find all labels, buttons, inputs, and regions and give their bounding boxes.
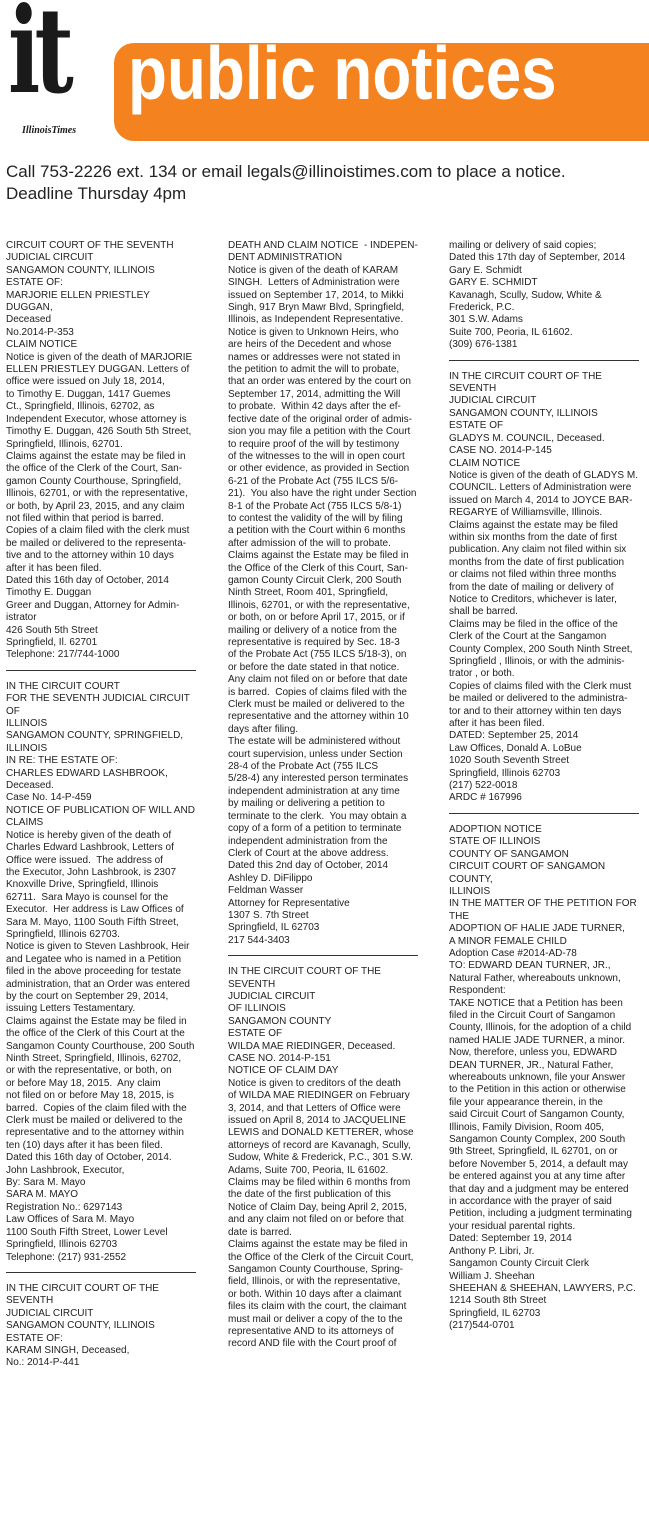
notice-line: issuing Letters Testamentary.: [6, 1003, 136, 1015]
notice-line: Any claim not filed on or before that date: [228, 674, 408, 686]
notice-line: 301 S.W. Adams: [449, 314, 523, 326]
legal-notice: [6, 240, 196, 662]
notice-line: LEWIS and DONALD KETTERER, whose: [228, 1127, 414, 1139]
notice-line: Notice is given of the death of MARJORIE: [6, 351, 193, 363]
notice-line: Kavanagh, Scully, Sudow, White &: [449, 289, 602, 301]
notice-line: MARJORIE ELLEN PRIESTLEY DUGGAN,: [6, 289, 153, 314]
notice-line: (217)544-0701: [449, 1320, 515, 1332]
legal-notice: [449, 824, 639, 1333]
notice-line: CASE NO. 2014-P-145: [449, 445, 552, 457]
logo-wordmark: IllinoisTimes: [22, 125, 77, 136]
notice-line: Copies of a claim filed with the clerk must: [6, 525, 190, 537]
notice-divider: [449, 813, 639, 814]
notice-line: or other evidence, as provided in Section: [228, 463, 410, 475]
notice-line: IN THE CIRCUIT COURT OF THE SEVENTH: [6, 1282, 162, 1307]
notice-line: office were issued on July 18, 2014,: [6, 376, 165, 388]
notice-line: THE: [449, 910, 469, 922]
notice-line: Claims may be filed in the office of the: [449, 618, 618, 630]
notice-line: Dated this 16th day of October, 2014: [6, 574, 169, 586]
notice-line: representative is required by Sec. 18-3: [228, 637, 400, 648]
notice-line: or before May 18, 2015. Any claim: [6, 1077, 161, 1089]
notice-line: September 17, 2014, admitting the Will: [228, 388, 401, 400]
notice-line: Deceased: [6, 314, 52, 326]
notice-line: by mailing or delivering a petition to: [228, 798, 385, 810]
notice-line: Independent Executor, whose attorney is: [6, 413, 187, 425]
notice-line: Dated: September 19, 2014: [449, 1233, 572, 1245]
notice-line: CHARLES EDWARD LASHBROOK,: [6, 767, 168, 779]
notice-divider: [6, 1272, 196, 1273]
section-title: public notices: [128, 31, 557, 115]
notice-line: to the Petition in this action or otherwise: [449, 1084, 626, 1096]
notice-line: DEATH AND CLAIM NOTICE - INDEPEN-: [228, 240, 418, 251]
notice-line: must mail or deliver a copy of the to the: [228, 1313, 403, 1325]
notice-line: the Office of the Clerk of the Circuit Court,: [228, 1251, 414, 1263]
notice-line: to Timothy E. Duggan, 1417 Guemes: [6, 388, 171, 400]
notice-line: your residual parental rights.: [449, 1220, 576, 1232]
notice-line: Notice is given of the death of KARAM: [228, 264, 399, 276]
notice-line: Springfield, Illinois 62703.: [6, 928, 120, 940]
notice-line: Notice is given to creditors of the death: [228, 1077, 401, 1089]
notice-line: Ashley D. DiFilippo: [228, 872, 313, 884]
notice-divider: [228, 955, 418, 956]
notice-line: that an order was entered by the court on: [228, 376, 411, 388]
notice-line: Feldman Wasser: [228, 885, 304, 897]
notice-line: Office were issued. The address of: [6, 854, 163, 866]
legal-notice: [228, 966, 418, 1351]
notice-line: No.2014-P-353: [6, 326, 74, 338]
notice-line: ESTATE OF:: [6, 277, 63, 289]
notice-line: Springfield, Il. 62701: [6, 637, 98, 648]
notice-line: said Circuit Court of Sangamon County,: [449, 1109, 625, 1121]
notice-line: file your appearance therein, in the: [449, 1096, 603, 1108]
notice-line: Claims may be filed within 6 months from: [228, 1177, 411, 1189]
notice-line: of the Probate Act (755 ILCS 5/18-3), on: [228, 649, 407, 661]
notice-line: Frederick, P.C.: [449, 302, 515, 314]
notice-line: CASE NO. 2014-P-151: [228, 1053, 331, 1064]
notice-line: Notice is given to Steven Lashbrook, Heir: [6, 941, 190, 953]
notice-line: NOTICE OF PUBLICATION OF WILL AND: [6, 804, 195, 816]
notice-line: Springfield, IL 62703: [228, 922, 320, 934]
notice-line: Greer and Duggan, Attorney for Admin-: [6, 599, 180, 611]
notice-line: Law Offices of Sara M. Mayo: [6, 1214, 135, 1226]
notice-line: gamon County Circuit Clerk, 200 South: [228, 574, 402, 586]
notice-line: Illinois, 62701, or with the representative,: [6, 488, 188, 500]
notice-line: IN THE MATTER OF THE PETITION FOR: [449, 898, 637, 910]
notice-line: to probate. Within 42 days after the ef-: [228, 401, 401, 413]
notice-line: of the witnesses to the will in open court: [228, 450, 405, 462]
notice-line: after admission of the will to probate.: [228, 537, 391, 549]
notice-line: JUDICIAL CIRCUIT: [6, 1307, 94, 1319]
notice-line: representative and the attorney within 10: [228, 711, 409, 723]
notice-line: before November 5, 2014, a default may: [449, 1158, 628, 1170]
notice-line: Sangamon County Complex, 200 South: [449, 1134, 626, 1146]
notice-line: 62711. Sara Mayo is counsel for the: [6, 891, 169, 903]
notice-line: gamon County Courthouse, Springfield,: [6, 475, 182, 487]
legal-notice: [228, 240, 418, 947]
notice-column-2: [228, 240, 418, 1351]
notice-line: issued on April 8, 2014 to JACQUELINE: [228, 1115, 406, 1127]
notice-line: within six months from the date of first: [449, 531, 617, 543]
notice-line: the date of the first publication of this: [228, 1189, 391, 1201]
notice-line: days after filing.: [228, 723, 299, 735]
notice-line: 1020 South Seventh Street: [449, 755, 570, 767]
notice-line: to contest the validity of the will by filing: [228, 512, 403, 524]
notice-line: are heirs of the Decedent and whose: [228, 339, 392, 351]
legal-notice: [449, 240, 639, 352]
notice-line: publication. Any claim not filed within six: [449, 544, 627, 556]
notice-line: named HALIE JADE TURNER, a minor.: [449, 1034, 625, 1046]
notice-line: and Legatee who is named in a Petition: [6, 953, 182, 965]
notice-line: Notice is hereby given of the death of: [6, 829, 172, 841]
legal-notice: [6, 681, 196, 1264]
notice-line: ILLINOIS: [449, 885, 491, 897]
notice-line: STATE OF ILLINOIS: [449, 836, 541, 848]
notice-column-3: [449, 240, 639, 1333]
notice-line: William J. Sheehan: [449, 1270, 535, 1282]
notice-line: Telephone: 217/744-1000: [6, 649, 120, 661]
notice-line: mailing or delivery of said copies;: [449, 240, 597, 251]
notice-line: Dated this 16th day of October, 2014.: [6, 1152, 172, 1164]
notice-line: SANGAMON COUNTY: [228, 1015, 332, 1027]
notice-line: trator , or both.: [449, 668, 515, 680]
notice-line: 217 544-3403: [228, 934, 290, 946]
notice-line: Sangamon County Courthouse, 200 South: [6, 1040, 195, 1052]
notice-line: The estate will be administered without: [228, 736, 401, 748]
notice-line: from the date of mailing or delivery of: [449, 581, 614, 593]
notice-line: Copies of claims filed with the Clerk must: [449, 680, 632, 692]
notice-line: Sara M. Mayo, 1100 South Fifth Street,: [6, 916, 179, 928]
contact-info: [6, 161, 646, 205]
notice-line: No.: 2014-P-441: [6, 1357, 80, 1369]
notice-line: Attorney for Representative: [228, 897, 350, 909]
notice-line: record AND file with the Court proof of: [228, 1338, 397, 1350]
notice-line: (309) 676-1381: [449, 339, 518, 351]
notice-line: Sangamon County Circuit Clerk: [449, 1258, 590, 1270]
notice-line: John Lashbrook, Executor,: [6, 1164, 125, 1176]
notice-line: 5/28-4) any interested person terminates: [228, 773, 409, 785]
notice-line: REGARYE of Williamsville, Illinois.: [449, 507, 603, 519]
notice-line: Clerk of the Court at the Sangamon: [449, 631, 607, 643]
notice-line: to require proof of the will by testimony: [228, 438, 400, 450]
notice-line: issued on March 4, 2014 to JOYCE BAR-: [449, 494, 633, 506]
notice-line: CLAIM NOTICE: [6, 339, 78, 351]
notice-line: SANGAMON COUNTY, SPRINGFIELD,: [6, 730, 184, 742]
notice-line: 8-1 of the Probate Act (755 ILCS 5/8-1): [228, 500, 402, 512]
notice-line: Claims against the estate may be filed in: [6, 450, 186, 462]
notice-line: IN THE CIRCUIT COURT OF THE SEVENTH: [228, 966, 384, 990]
notice-line: NOTICE OF CLAIM DAY: [228, 1065, 339, 1077]
notice-line: months from the date of first publication: [449, 556, 625, 568]
notice-line: Respondent:: [449, 985, 506, 997]
notice-line: DENT ADMINISTRATION: [228, 252, 343, 264]
notice-line: County, Illinois, for the adoption of a child: [449, 1022, 632, 1034]
notice-line: Notice is given to Unknown Heirs, who: [228, 326, 399, 338]
notice-line: independent administration at any time: [228, 785, 400, 797]
notice-line: County Complex, 200 South Ninth Street,: [449, 643, 633, 655]
notice-line: tor and to their attorney within ten days: [449, 705, 622, 717]
notice-line: Illinois, 62701, or with the representative,: [228, 599, 410, 611]
notice-line: IN THE CIRCUIT COURT: [6, 680, 120, 692]
notice-line: tive and to the attorney within 10 days: [6, 550, 174, 562]
notice-line: TAKE NOTICE that a Petition has been: [449, 997, 623, 1009]
notice-line: terminate to the clerk. You may obtain a: [228, 810, 407, 822]
notice-line: Illinois, as Independent Representative.: [228, 314, 404, 326]
notice-divider: [6, 670, 196, 671]
notice-line: IN RE: THE ESTATE OF:: [6, 755, 118, 767]
notice-line: SANGAMON COUNTY, ILLINOIS: [449, 407, 598, 419]
notice-line: A MINOR FEMALE CHILD: [449, 935, 567, 947]
illinois-times-logo[interactable]: [6, 2, 110, 142]
notice-line: Sudow, White & Frederick, P.C., 301 S.W.: [228, 1152, 413, 1164]
notice-line: Claims against the Estate may be filed in: [228, 550, 409, 562]
notice-line: after it has been filed.: [449, 718, 545, 730]
notice-line: DEAN TURNER, JR., Natural Father,: [449, 1059, 614, 1071]
notice-line: Law Offices, Donald A. LoBue: [449, 742, 582, 754]
notice-line: 21). You also have the right under Section: [228, 488, 417, 500]
notice-line: Case No. 14-P-459: [6, 792, 92, 804]
notice-line: ADOPTION NOTICE: [449, 823, 542, 835]
notice-line: Suite 700, Peoria, IL 61602.: [449, 326, 573, 338]
notice-line: ESTATE OF: [228, 1028, 283, 1040]
notice-line: Adoption Case #2014-AD-78: [449, 947, 577, 959]
notice-line: (217) 522-0018: [449, 780, 518, 792]
notice-line: ILLINOIS: [6, 742, 48, 754]
notice-line: issued on September 17, 2014, to Mikki: [228, 289, 404, 301]
notice-line: ADOPTION OF HALIE JADE TURNER,: [449, 923, 625, 935]
notice-line: Ninth Street, Springfield, Illinois, 62702,: [6, 1053, 182, 1064]
notice-line: OF ILLINOIS: [228, 1003, 286, 1015]
notice-line: field, Illinois, or with the representative,: [228, 1276, 401, 1288]
notice-line: Timothy E. Duggan, 426 South 5th Street,: [6, 426, 192, 438]
notice-line: 28-4 of the Probate Act (755 ILCS: [228, 761, 379, 773]
notice-line: Clerk of Court at the above address.: [228, 847, 389, 859]
notice-line: Gary E. Schmidt: [449, 264, 522, 276]
notice-line: or with the representative, or both, on: [6, 1065, 172, 1077]
notice-line: Springfield, Illinois, 62701.: [6, 438, 123, 450]
notice-line: Clerk must be mailed or delivered to the: [6, 1115, 183, 1127]
notice-line: the office of the Clerk of the Court, San-: [6, 463, 183, 475]
notice-line: CIRCUIT COURT OF THE SEVENTH: [6, 240, 174, 251]
notice-line: SANGAMON COUNTY, ILLINOIS: [6, 1320, 155, 1332]
notice-line: Charles Edward Lashbrook, Letters of: [6, 842, 174, 854]
notice-line: Petition, including a judgment terminating: [449, 1208, 632, 1220]
notice-line: Illinois, Family Division, Room 405,: [449, 1121, 605, 1133]
notice-line: ELLEN PRIESTLEY DUGGAN. Letters of: [6, 364, 190, 376]
notice-line: COUNTY OF SANGAMON: [449, 848, 569, 860]
notice-line: CLAIMS: [6, 817, 44, 829]
notice-line: is barred. Copies of claims filed with the: [228, 686, 407, 698]
notice-line: istrator: [6, 612, 37, 624]
notice-line: that day and a judgment may be entered: [449, 1183, 629, 1195]
notice-line: Knoxville Drive, Springfield, Illinois: [6, 879, 159, 891]
notice-line: Registration No.: 6297143: [6, 1201, 123, 1213]
notice-line: names or addresses were not stated in: [228, 351, 401, 363]
notice-line: whereabouts unknown, file your Answer: [449, 1072, 626, 1083]
notice-line: be entered against you at any time after: [449, 1171, 626, 1183]
notice-line: and any claim not filed on or before that: [228, 1214, 404, 1226]
notice-line: Anthony P. Libri, Jr.: [449, 1245, 535, 1257]
notice-line: Springfield, Illinois 62703: [6, 1239, 118, 1251]
notice-line: GARY E. SCHMIDT: [449, 277, 538, 289]
legal-notice: [449, 371, 639, 805]
notice-line: not filed on or before May 18, 2015, is: [6, 1090, 174, 1102]
notice-line: 6-21 of the Probate Act (755 ILCS 5/6-: [228, 475, 399, 487]
notice-line: Notice of Claim Day, being April 2, 2015,: [228, 1201, 407, 1213]
notice-line: the Office of the Clerk of this Court, San-: [228, 562, 408, 574]
notice-line: Adams, Suite 700, Peoria, IL 61602.: [228, 1164, 389, 1176]
logo-it-mark: it: [8, 0, 69, 120]
notice-line: Executor. Her address is Law Offices of: [6, 904, 184, 916]
notice-line: TO: EDWARD DEAN TURNER, JR.,: [449, 960, 611, 972]
notice-line: or before the date stated in that notice.: [228, 661, 400, 673]
notice-line: KARAM SINGH, Deceased,: [6, 1344, 130, 1356]
notice-line: mailing or delivery of a notice from the: [228, 624, 397, 636]
contact-line: Call 753-2226 ext. 134 or email legals@illinoistimes.com to place a notice.: [6, 162, 566, 181]
notice-line: independent administration from the: [228, 835, 388, 847]
notice-line: 426 South 5th Street: [6, 624, 98, 636]
notice-line: ILLINOIS: [6, 718, 48, 730]
notice-line: SHEEHAN & SHEEHAN, LAWYERS, P.C.: [449, 1282, 636, 1294]
notice-line: Clerk must be mailed or delivered to the: [228, 699, 405, 711]
notice-line: Claims against the Estate may be filed in: [6, 1015, 187, 1027]
notice-line: the petition to admit the will to probate,: [228, 364, 400, 376]
notice-line: 1214 South 8th Street: [449, 1295, 547, 1307]
notice-line: JUDICIAL CIRCUIT: [6, 252, 94, 264]
legal-notice: [6, 1283, 196, 1370]
notice-line: a petition with the Court within 6 months: [228, 525, 406, 537]
notice-line: ESTATE OF:: [6, 1332, 63, 1344]
notice-line: date is barred.: [228, 1226, 292, 1238]
notice-line: representative AND to its attorneys of: [228, 1325, 394, 1337]
notice-line: ESTATE OF: [449, 420, 504, 432]
notice-line: of WILDA MAE RIEDINGER on February: [228, 1090, 410, 1102]
notice-line: ten (10) days after it has been filed.: [6, 1139, 163, 1151]
notice-line: Timothy E. Duggan: [6, 587, 92, 599]
notice-line: WILDA MAE RIEDINGER, Deceased.: [228, 1040, 396, 1052]
notice-line: attorneys of record are Kavanagh, Scully,: [228, 1139, 411, 1151]
notice-line: JUDICIAL CIRCUIT: [228, 990, 316, 1002]
notice-line: court supervision, unless under Section: [228, 748, 403, 760]
notice-line: JUDICIAL CIRCUIT: [449, 395, 537, 407]
notice-line: representative and to the attorney within: [6, 1127, 184, 1139]
notice-line: DATED: September 25, 2014: [449, 730, 579, 742]
notice-line: COUNCIL. Letters of Administration were: [449, 482, 632, 494]
notice-line: Claims against the estate may be filed: [449, 519, 618, 531]
notice-line: Deceased.: [6, 780, 54, 792]
notice-line: By: Sara M. Mayo: [6, 1177, 86, 1189]
notice-line: after it has been filed.: [6, 562, 102, 574]
notice-line: be mailed or delivered to the administra-: [449, 693, 628, 705]
notice-line: Now, therefore, unless you, EDWARD: [449, 1047, 618, 1059]
notice-line: Springfield , Illinois, or with the adminis-: [449, 656, 625, 667]
notice-line: SINGH. Letters of Administration were: [228, 277, 400, 289]
notice-line: Notice is given of the death of GLADYS M.: [449, 469, 638, 481]
notice-line: Claims against the estate may be filed in: [228, 1239, 408, 1251]
notice-line: FOR THE SEVENTH JUDICIAL CIRCUIT OF: [6, 693, 193, 717]
notice-line: Dated this 17th day of September, 2014: [449, 252, 626, 264]
notice-divider: [449, 360, 639, 361]
notice-line: not filed within that period is barred.: [6, 512, 164, 524]
notice-line: Singh, 917 Bryn Mawr Blvd, Springfield,: [228, 302, 405, 314]
notice-line: Dated this 2nd day of October, 2014: [228, 860, 389, 872]
notice-line: CLAIM NOTICE: [449, 457, 521, 469]
notice-line: ARDC # 167996: [449, 792, 522, 804]
notice-line: fective date of the original order of admis-: [228, 413, 412, 425]
notice-line: sion you may file a petition with the Court: [228, 426, 411, 438]
masthead: [0, 0, 649, 150]
notice-line: copy of a form of a petition to terminate: [228, 823, 402, 835]
notice-column-1: [6, 240, 196, 1370]
notice-line: GLADYS M. COUNCIL, Deceased.: [449, 432, 605, 444]
notice-line: IN THE CIRCUIT COURT OF THE SEVENTH: [449, 370, 605, 395]
notice-line: the Executor, John Lashbrook, is 2307: [6, 866, 177, 878]
notice-line: or claims not filed within three months: [449, 569, 617, 581]
notice-line: by the court on September 29, 2014,: [6, 990, 169, 1002]
notice-line: 1100 South Fifth Street, Lower Level: [6, 1226, 168, 1238]
notice-line: or both. Within 10 days after a claimant: [228, 1288, 402, 1300]
notice-line: filed in the Circuit Court of Sangamon: [449, 1009, 616, 1021]
notice-line: 9th Street, Springfield, IL 62701, on or: [449, 1146, 618, 1158]
notice-line: 1307 S. 7th Street: [228, 909, 309, 921]
notice-line: shall be barred.: [449, 606, 518, 618]
notice-line: SANGAMON COUNTY, ILLINOIS: [6, 264, 155, 276]
notice-line: in accordance with the prayer of said: [449, 1196, 612, 1208]
notice-line: 3, 2014, and that Letters of Office were: [228, 1102, 401, 1114]
notice-line: Ct., Springfield, Illinois, 62702, as: [6, 401, 155, 413]
notice-line: Springfield, Illinois 62703: [449, 767, 561, 779]
notice-line: be mailed or delivered to the representa-: [6, 537, 187, 549]
notice-line: CIRCUIT COURT OF SANGAMON COUNTY,: [449, 861, 608, 885]
notice-line: Notice to Creditors, whichever is later,: [449, 593, 617, 605]
notice-line: Sangamon County Courthouse, Spring-: [228, 1263, 404, 1275]
notice-line: or both, on or before April 17, 2015, or if: [228, 612, 405, 624]
notice-line: SARA M. MAYO: [6, 1189, 79, 1201]
notice-line: Ninth Street, Room 401, Springfield,: [228, 587, 389, 599]
deadline-line: Deadline Thursday 4pm: [6, 184, 187, 203]
notice-line: or both, by April 23, 2015, and any claim: [6, 500, 185, 512]
notice-line: barred. Copies of the claim filed with the: [6, 1102, 187, 1114]
notice-line: Natural Father, whereabouts unknown,: [449, 972, 621, 984]
notice-line: files its claim with the court, the claimant: [228, 1301, 407, 1313]
notice-line: filed in the above proceeding for testate: [6, 966, 182, 978]
notice-line: Springfield, IL 62703: [449, 1307, 541, 1319]
notice-line: the office of the Clerk of this Court at the: [6, 1028, 185, 1040]
notice-line: Telephone: (217) 931-2552: [6, 1251, 127, 1263]
notice-line: administration, that an Order was entered: [6, 978, 190, 990]
